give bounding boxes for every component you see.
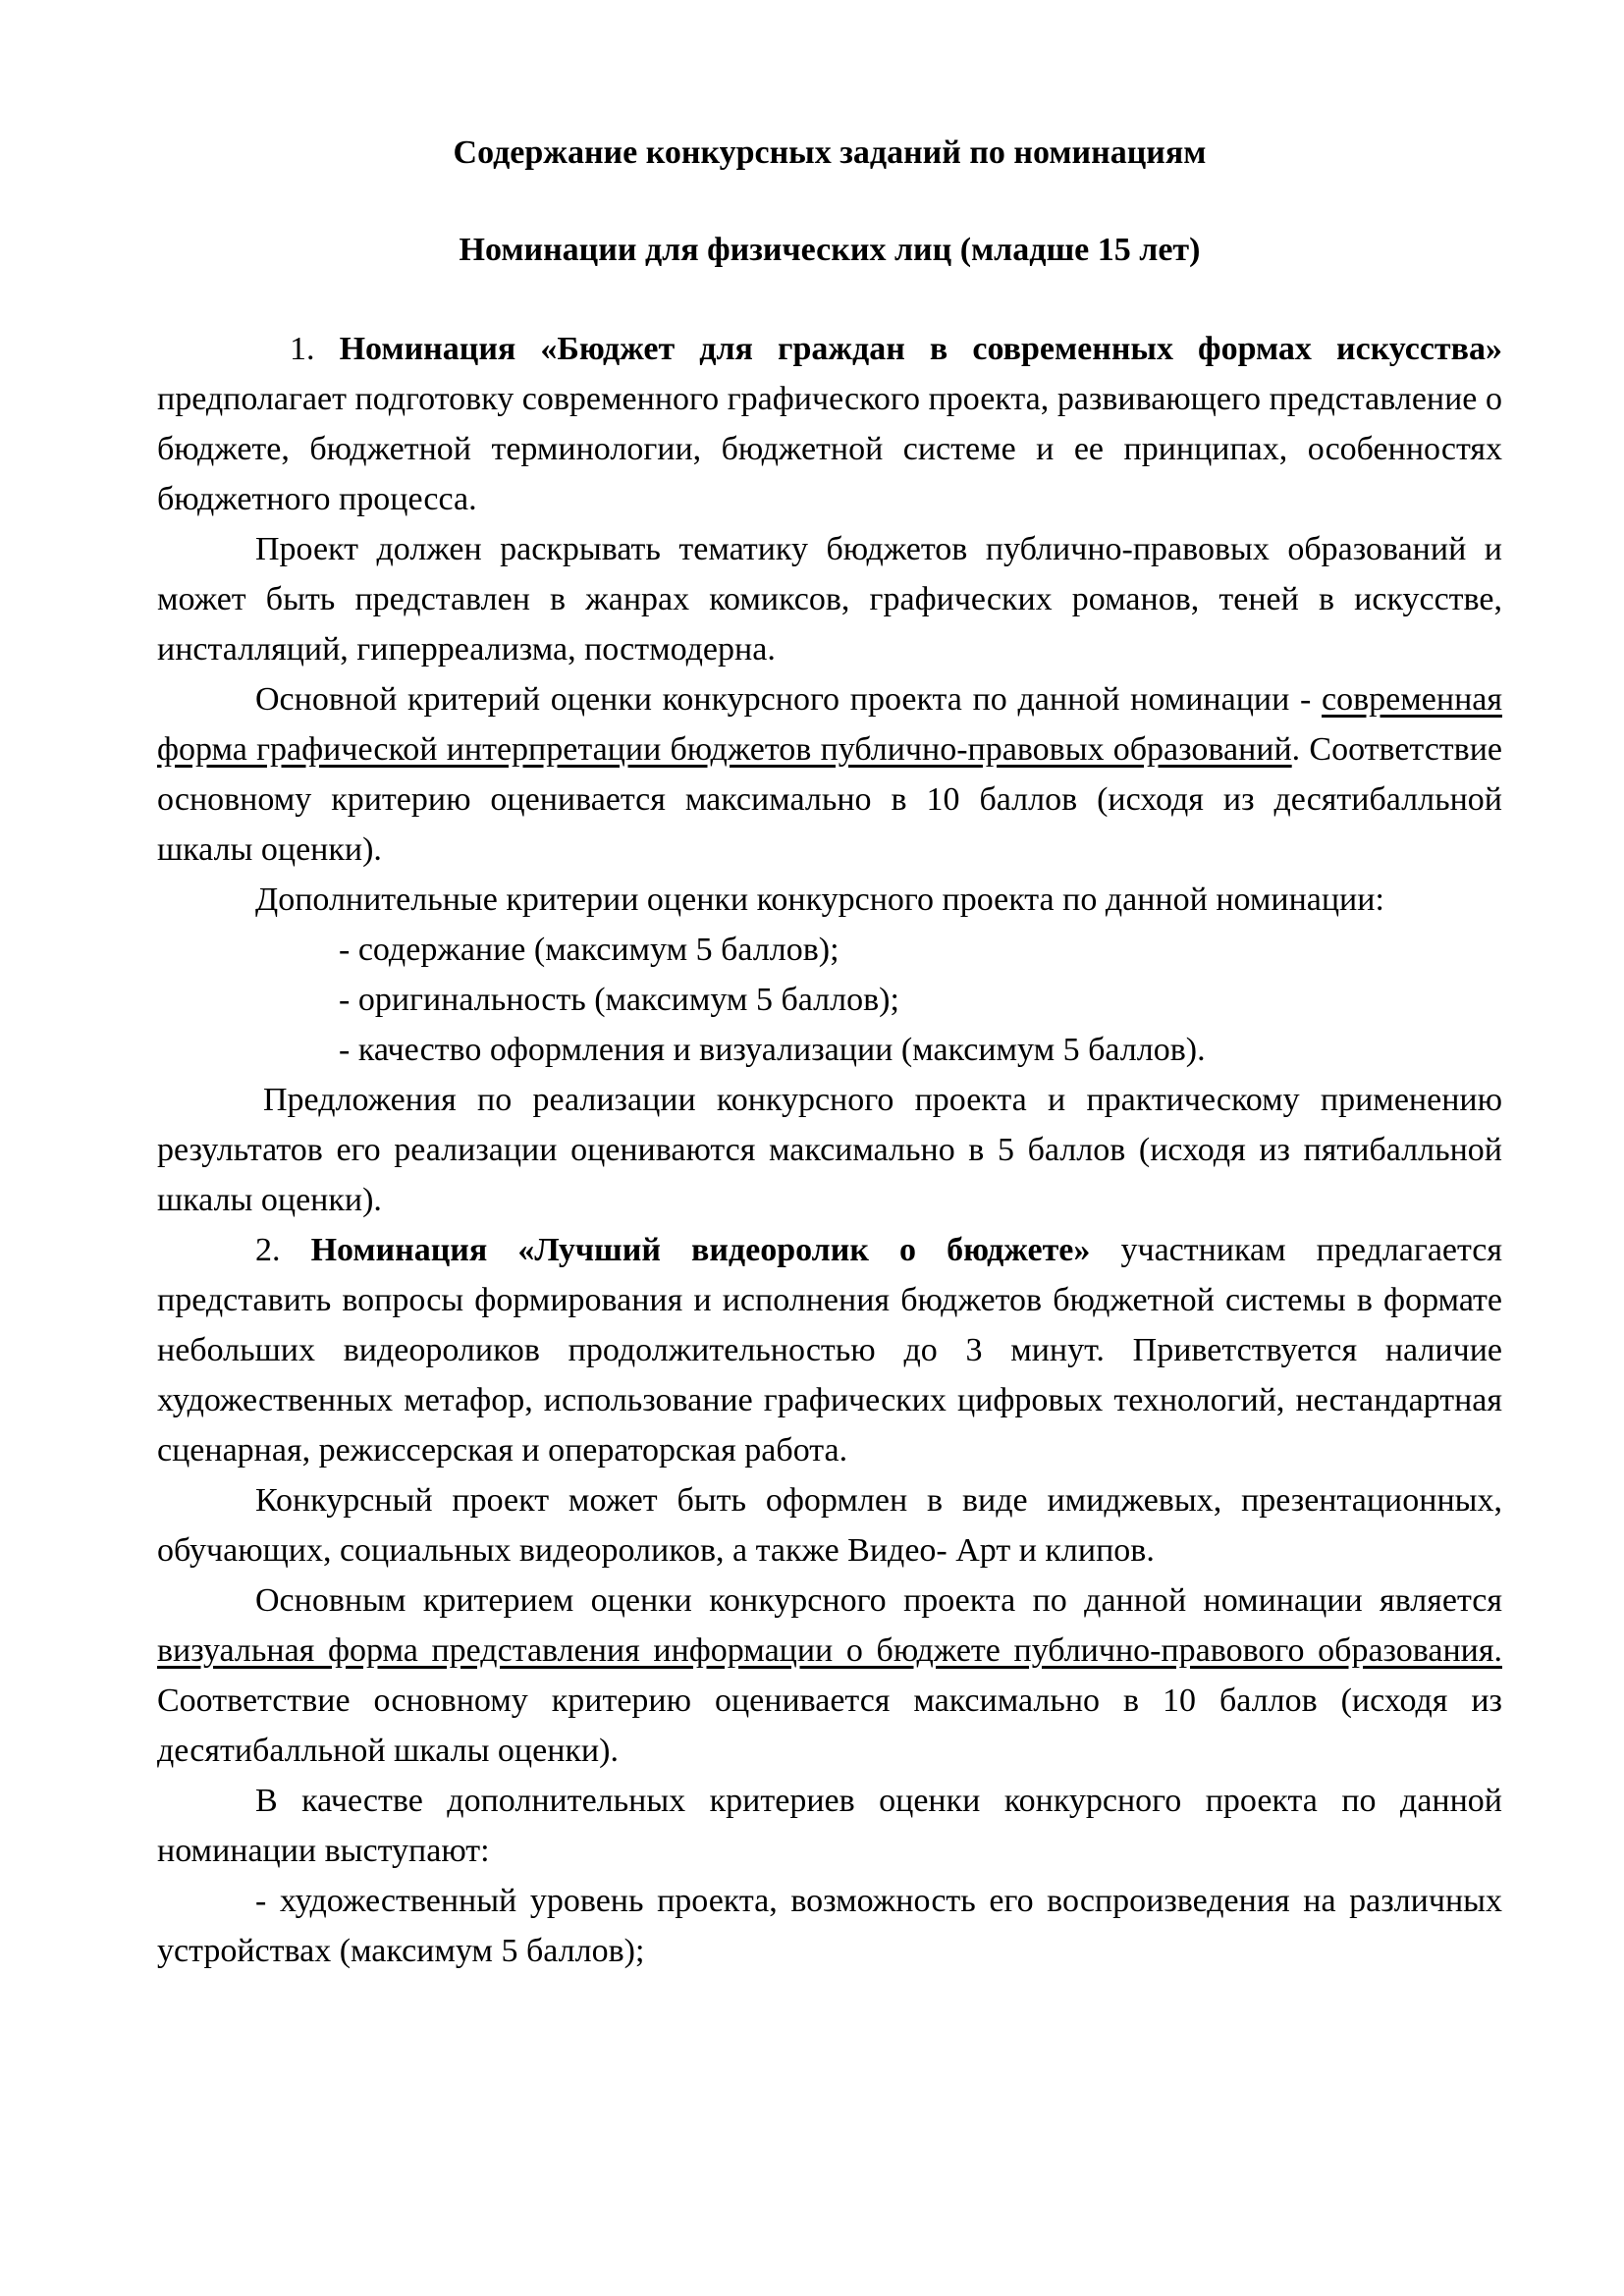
nomination1-criterion-tail: . Соответствие основному критерию оценивается максимально в 10 баллов (исходя из десятибалльной шкалы оценки). [157, 731, 1502, 868]
nomination1-main-criterion [157, 674, 1502, 875]
nomination2-criterion-lead: Основным критерием оценки конкурсного проекта по данной номинации является [255, 1582, 1502, 1619]
nomination2-name: Номинация «Лучший видеоролик о бюджете» [310, 1232, 1091, 1268]
nomination2-criterion-tail: Соответствие основному критерию оценивается максимально в 10 баллов (исходя из десятибалльной шкалы оценки). [157, 1682, 1502, 1769]
nomination1-proposals: Предложения по реализации конкурсного проекта и практическому применению результатов его реализации оцениваются максимально в 5 баллов (исходя из пятибалльной шкалы оценки). [157, 1082, 1502, 1218]
nomination2-extra-lead: В качестве дополнительных критериев оценки конкурсного проекта по данной номинации выступают: [157, 1783, 1502, 1869]
nomination1-criterion-lead: Основной критерий оценки конкурсного проекта по данной номинации - [255, 681, 1323, 718]
document-subtitle: Номинации для физических лиц (младше 15 лет) [459, 232, 1201, 268]
nomination2-formats: Конкурсный проект может быть оформлен в виде имиджевых, презентационных, обучающих, социальных видеороликов, а также Видео- Арт и клипов. [157, 1482, 1502, 1569]
nomination1-number: 1. [290, 331, 315, 367]
document-page [157, 128, 1502, 1976]
nomination1-extra-item: - оригинальность (максимум 5 баллов); [339, 982, 899, 1018]
nomination2-intro [157, 1225, 1502, 1475]
nomination1-criterion-underlined: современная форма графической интерпретации бюджетов публично-правовых образований [157, 681, 1502, 768]
document-title: Содержание конкурсных заданий по номинациям [453, 134, 1207, 171]
nomination1-extra-lead: Дополнительные критерии оценки конкурсного проекта по данной номинации: [255, 881, 1384, 918]
nomination2-main-criterion [157, 1575, 1502, 1776]
nomination1-name: Номинация «Бюджет для граждан в современных формах искусства» [339, 331, 1502, 367]
nomination2-extra-item: - художественный уровень проекта, возможность его воспроизведения на различных устройствах (максимум 5 баллов); [157, 1883, 1502, 1969]
nomination1-intro [157, 324, 1502, 524]
nomination1-extra-item: - качество оформления и визуализации (максимум 5 баллов). [339, 1032, 1206, 1068]
nomination1-intro-text: предполагает подготовку современного графического проекта, развивающего представление о бюджете, бюджетной терминологии, бюджетной системе и ее принципах, особенностях бюджетного процесса. [157, 381, 1502, 517]
nomination2-intro-text: участникам предлагается представить вопросы формирования и исполнения бюджетов бюджетной системы в формате небольших видеороликов продолжительностью до 3 минут. Приветствуется наличие художественных метафор, использование графических цифровых технологий, нестандартная сценарная, режиссерская и операторская работа. [157, 1232, 1503, 1468]
nomination1-genres: Проект должен раскрывать тематику бюджетов публично-правовых образований и может быть представлен в жанрах комиксов, графических романов, теней в искусстве, инсталляций, гиперреализма, постмодерна. [157, 531, 1502, 667]
nomination2-criterion-underlined: визуальная форма представления информации о бюджете публично-правового образования. [157, 1632, 1502, 1669]
nomination2-number: 2. [255, 1232, 311, 1268]
nomination1-extra-item: - содержание (максимум 5 баллов); [339, 932, 839, 968]
